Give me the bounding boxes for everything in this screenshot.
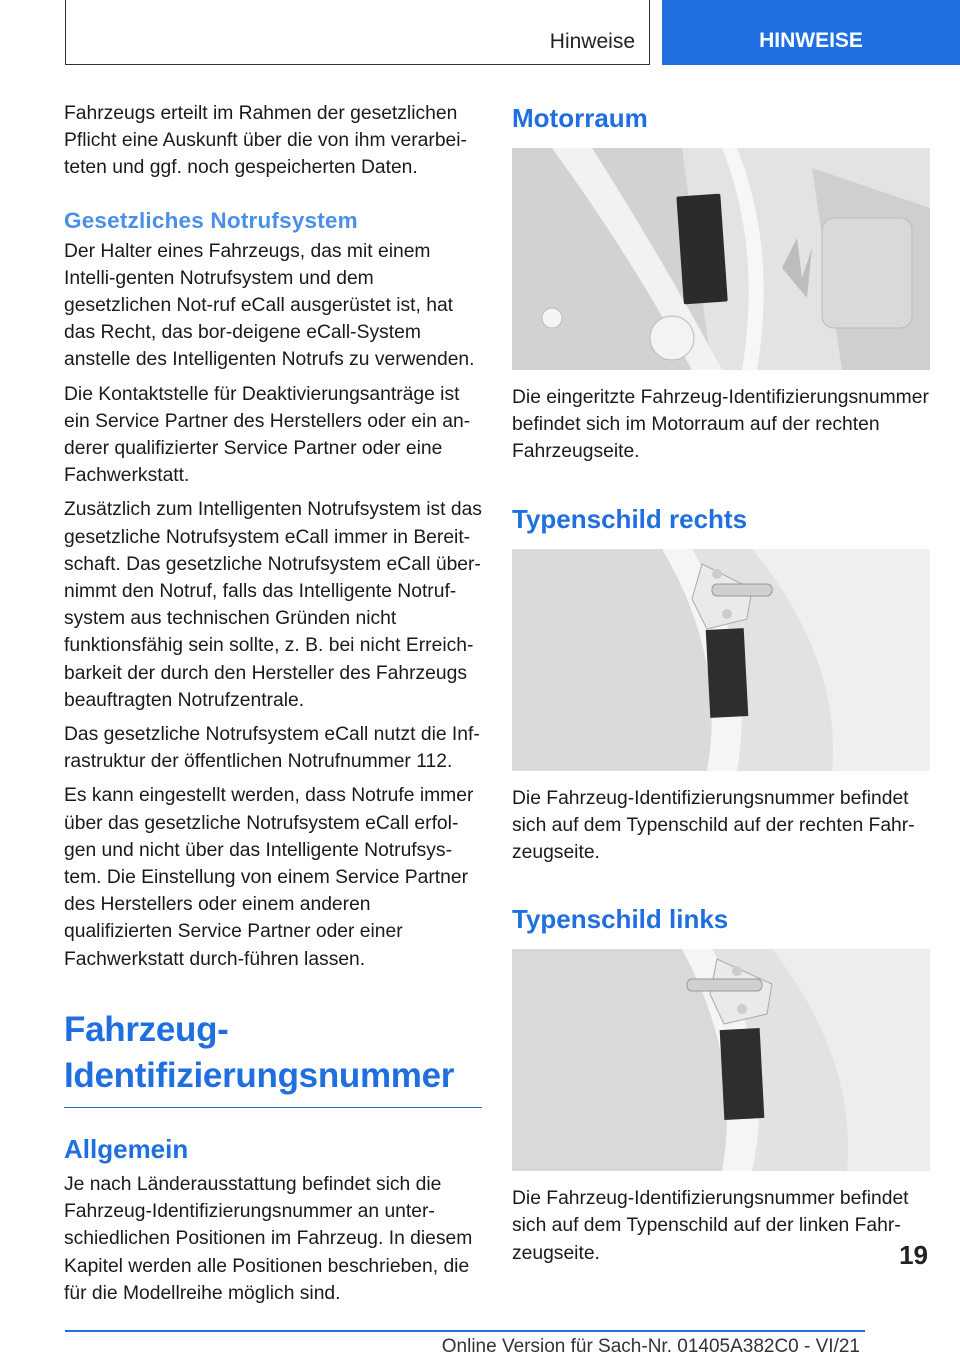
subheading-gesetzliches-notrufsystem: Gesetzliches Notrufsystem <box>64 207 358 233</box>
section-heading-typenschild-rechts: Typenschild rechts <box>512 503 748 534</box>
left-column <box>64 100 482 1314</box>
intro-paragraph: Fahrzeugs erteilt im Rahmen der gesetzlichen Pflicht eine Auskunft über die von ihm verarbei-teten und ggf. noch gespeicherten Daten. <box>64 103 467 179</box>
footer-online-version: Online Version für Sach-Nr. 01405A382C0 - VI/21 <box>441 1336 860 1357</box>
paragraph: Es kann eingestellt werden, dass Notrufe immer über das gesetzliche Notrufsystem eCall erfol-gen und nicht über das Intelligente Notrufsys-tem. Die Einstellung von einem Service Partner des Herstellers oder einem anderen qualifizierten Service Partner oder einer Fachwerkstatt durch-führen lassen. <box>64 785 474 970</box>
chapter-heading <box>64 1007 482 1108</box>
caption-typenschild-rechts: Die Fahrzeug-Identifizierungsnummer befindet sich auf dem Typenschild auf der rechten Fahr-zeugseite. <box>512 787 915 864</box>
section-heading-typenschild-links: Typenschild links <box>512 904 729 935</box>
paragraph: Das gesetzliche Notrufsystem eCall nutzt die Inf-rastruktur der öffentlichen Notrufnummer 112. <box>64 724 480 773</box>
running-header-section: Hinweise <box>549 30 635 53</box>
chapter-heading-line1: Fahrzeug- <box>64 1009 229 1049</box>
chapter-tab[interactable]: HINWEISE <box>662 0 960 65</box>
paragraph: Der Halter eines Fahrzeugs, das mit einem Intelli-genten Notrufsystem und dem gesetzlichen Not-ruf eCall ausgerüstet ist, hat das Recht, das bor-deigene eCall-System anstelle des Intelligenten Notrufs zu verwenden. <box>64 240 475 371</box>
page-number: 19 <box>899 1240 928 1270</box>
section-heading-motorraum: Motorraum <box>512 103 648 133</box>
caption-motorraum: Die eingeritzte Fahrzeug-Identifizierungsnummer befindet sich im Motorraum auf der rechten Fahrzeugseite. <box>512 387 929 463</box>
paragraph: Je nach Länderausstattung befindet sich die Fahrzeug-Identifizierungsnummer an unter-schiedlichen Positionen im Fahrzeug. In diesem Kapitel werden alle Positionen beschrieben, die für die Modellreihe möglich sind. <box>64 1173 473 1304</box>
paragraph: Die Kontaktstelle für Deaktivierungsanträge ist ein Service Partner des Herstellers oder ein an-derer qualifizierter Service Partner oder eine Fachwerkstatt. <box>64 383 471 487</box>
type-plate-right-photo <box>512 549 930 771</box>
section-heading-allgemein: Allgemein <box>64 1133 189 1164</box>
chapter-heading-line2: Identifizierungsnummer <box>64 1055 455 1095</box>
footer-rule <box>65 1330 865 1332</box>
right-column <box>512 100 930 1274</box>
engine-bay-photo <box>512 148 930 370</box>
type-plate-left-photo <box>512 949 930 1171</box>
paragraph: Zusätzlich zum Intelligenten Notrufsystem ist das gesetzliche Notrufsystem eCall immer in Bereit-schaft. Das gesetzliche Notrufsystem eCall über-nimmt den Notruf, falls das Intelligente Notruf-system aus technischen Gründen nicht funktionsfähig sein sollte, z. B. bei nicht Erreich-barkeit der durch den Hersteller des Fahrzeugs beauftragten Notrufzentrale. <box>64 499 482 711</box>
caption-typenschild-links: Die Fahrzeug-Identifizierungsnummer befindet sich auf dem Typenschild auf der linken Fahr-zeugseite. <box>512 1188 909 1264</box>
